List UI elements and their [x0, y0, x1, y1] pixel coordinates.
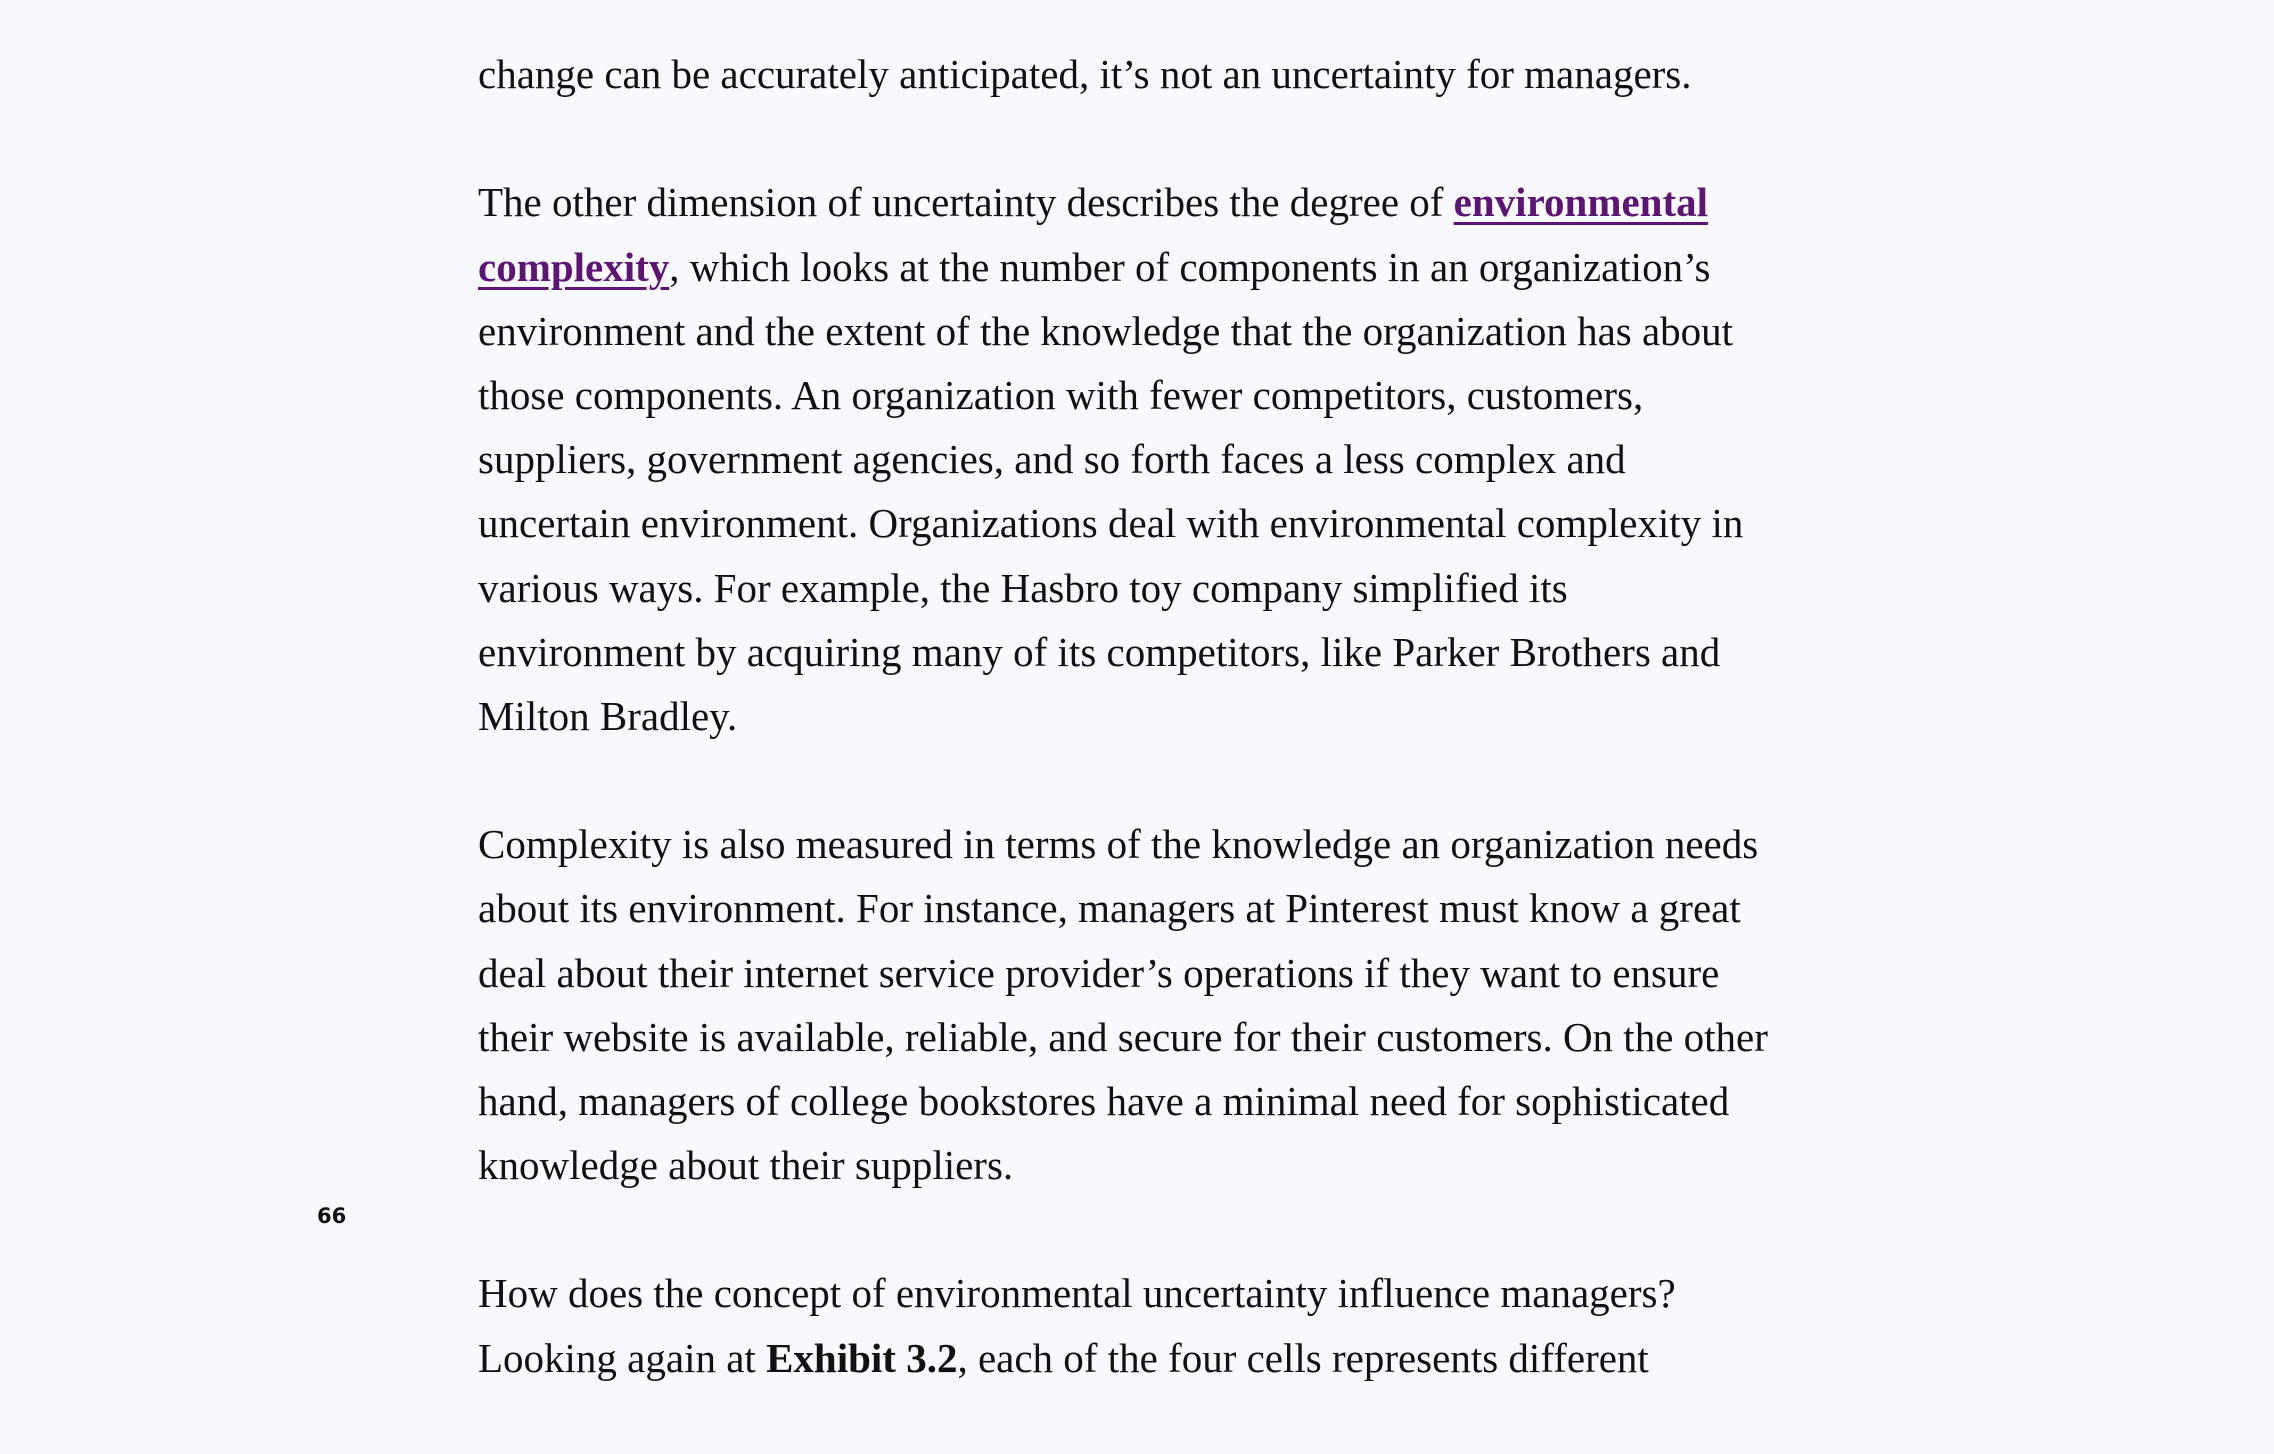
text-line: their website is available, reliable, and secure for their customers. On the other [478, 1013, 1768, 1060]
text-line: uncertain environment. Organizations deal with environmental complexity in [478, 500, 1744, 547]
page-number: 66 [317, 1204, 347, 1228]
text-segment: The other dimension of uncertainty describes the degree of [478, 179, 1454, 226]
text-segment: , each of the four cells represents different [957, 1334, 1649, 1381]
text-line: environment and the extent of the knowledge that the organization has about [478, 307, 1734, 354]
environmental-complexity-link[interactable]: environmental [1453, 179, 1709, 226]
text-line: Milton Bradley. [478, 693, 738, 740]
text-line: deal about their internet service provider’s operations if they want to ensure [478, 949, 1720, 996]
environmental-complexity-link[interactable]: complexity [478, 243, 670, 290]
text-line [478, 170, 1838, 234]
text-line: those components. An organization with fewer competitors, customers, [478, 372, 1644, 419]
text-line: about its environment. For instance, managers at Pinterest must know a great [478, 885, 1741, 932]
paragraph-previous-end [478, 0, 1838, 106]
text-segment: , which looks at the number of components in an organization’s [669, 243, 1711, 290]
text-line: hand, managers of college bookstores have a minimal need for sophisticated [478, 1078, 1730, 1125]
text-line: environment by acquiring many of its competitors, like Parker Brothers and [478, 628, 1721, 675]
reading-content [478, 0, 1838, 1454]
exhibit-reference: Exhibit 3.2 [766, 1334, 958, 1381]
text-line [478, 1326, 1838, 1390]
text-line: knowledge about their suppliers. [478, 1142, 1014, 1189]
text-line: How does the concept of environmental uncertainty influence managers? [478, 1270, 1676, 1317]
text-line: various ways. For example, the Hasbro toy company simplified its [478, 564, 1568, 611]
paragraph-complexity-knowledge [478, 812, 1838, 1197]
text-segment: Looking again at [478, 1334, 767, 1381]
paragraph-uncertainty-question [478, 1261, 1838, 1389]
text-line [478, 235, 1838, 299]
text-line: Complexity is also measured in terms of the knowledge an organization needs [478, 821, 1759, 868]
text-line: suppliers, government agencies, and so forth faces a less complex and [478, 436, 1626, 483]
paragraph-environmental-complexity [478, 170, 1838, 748]
text-line: change can be accurately anticipated, it’s not an uncertainty for managers. [478, 51, 1692, 98]
